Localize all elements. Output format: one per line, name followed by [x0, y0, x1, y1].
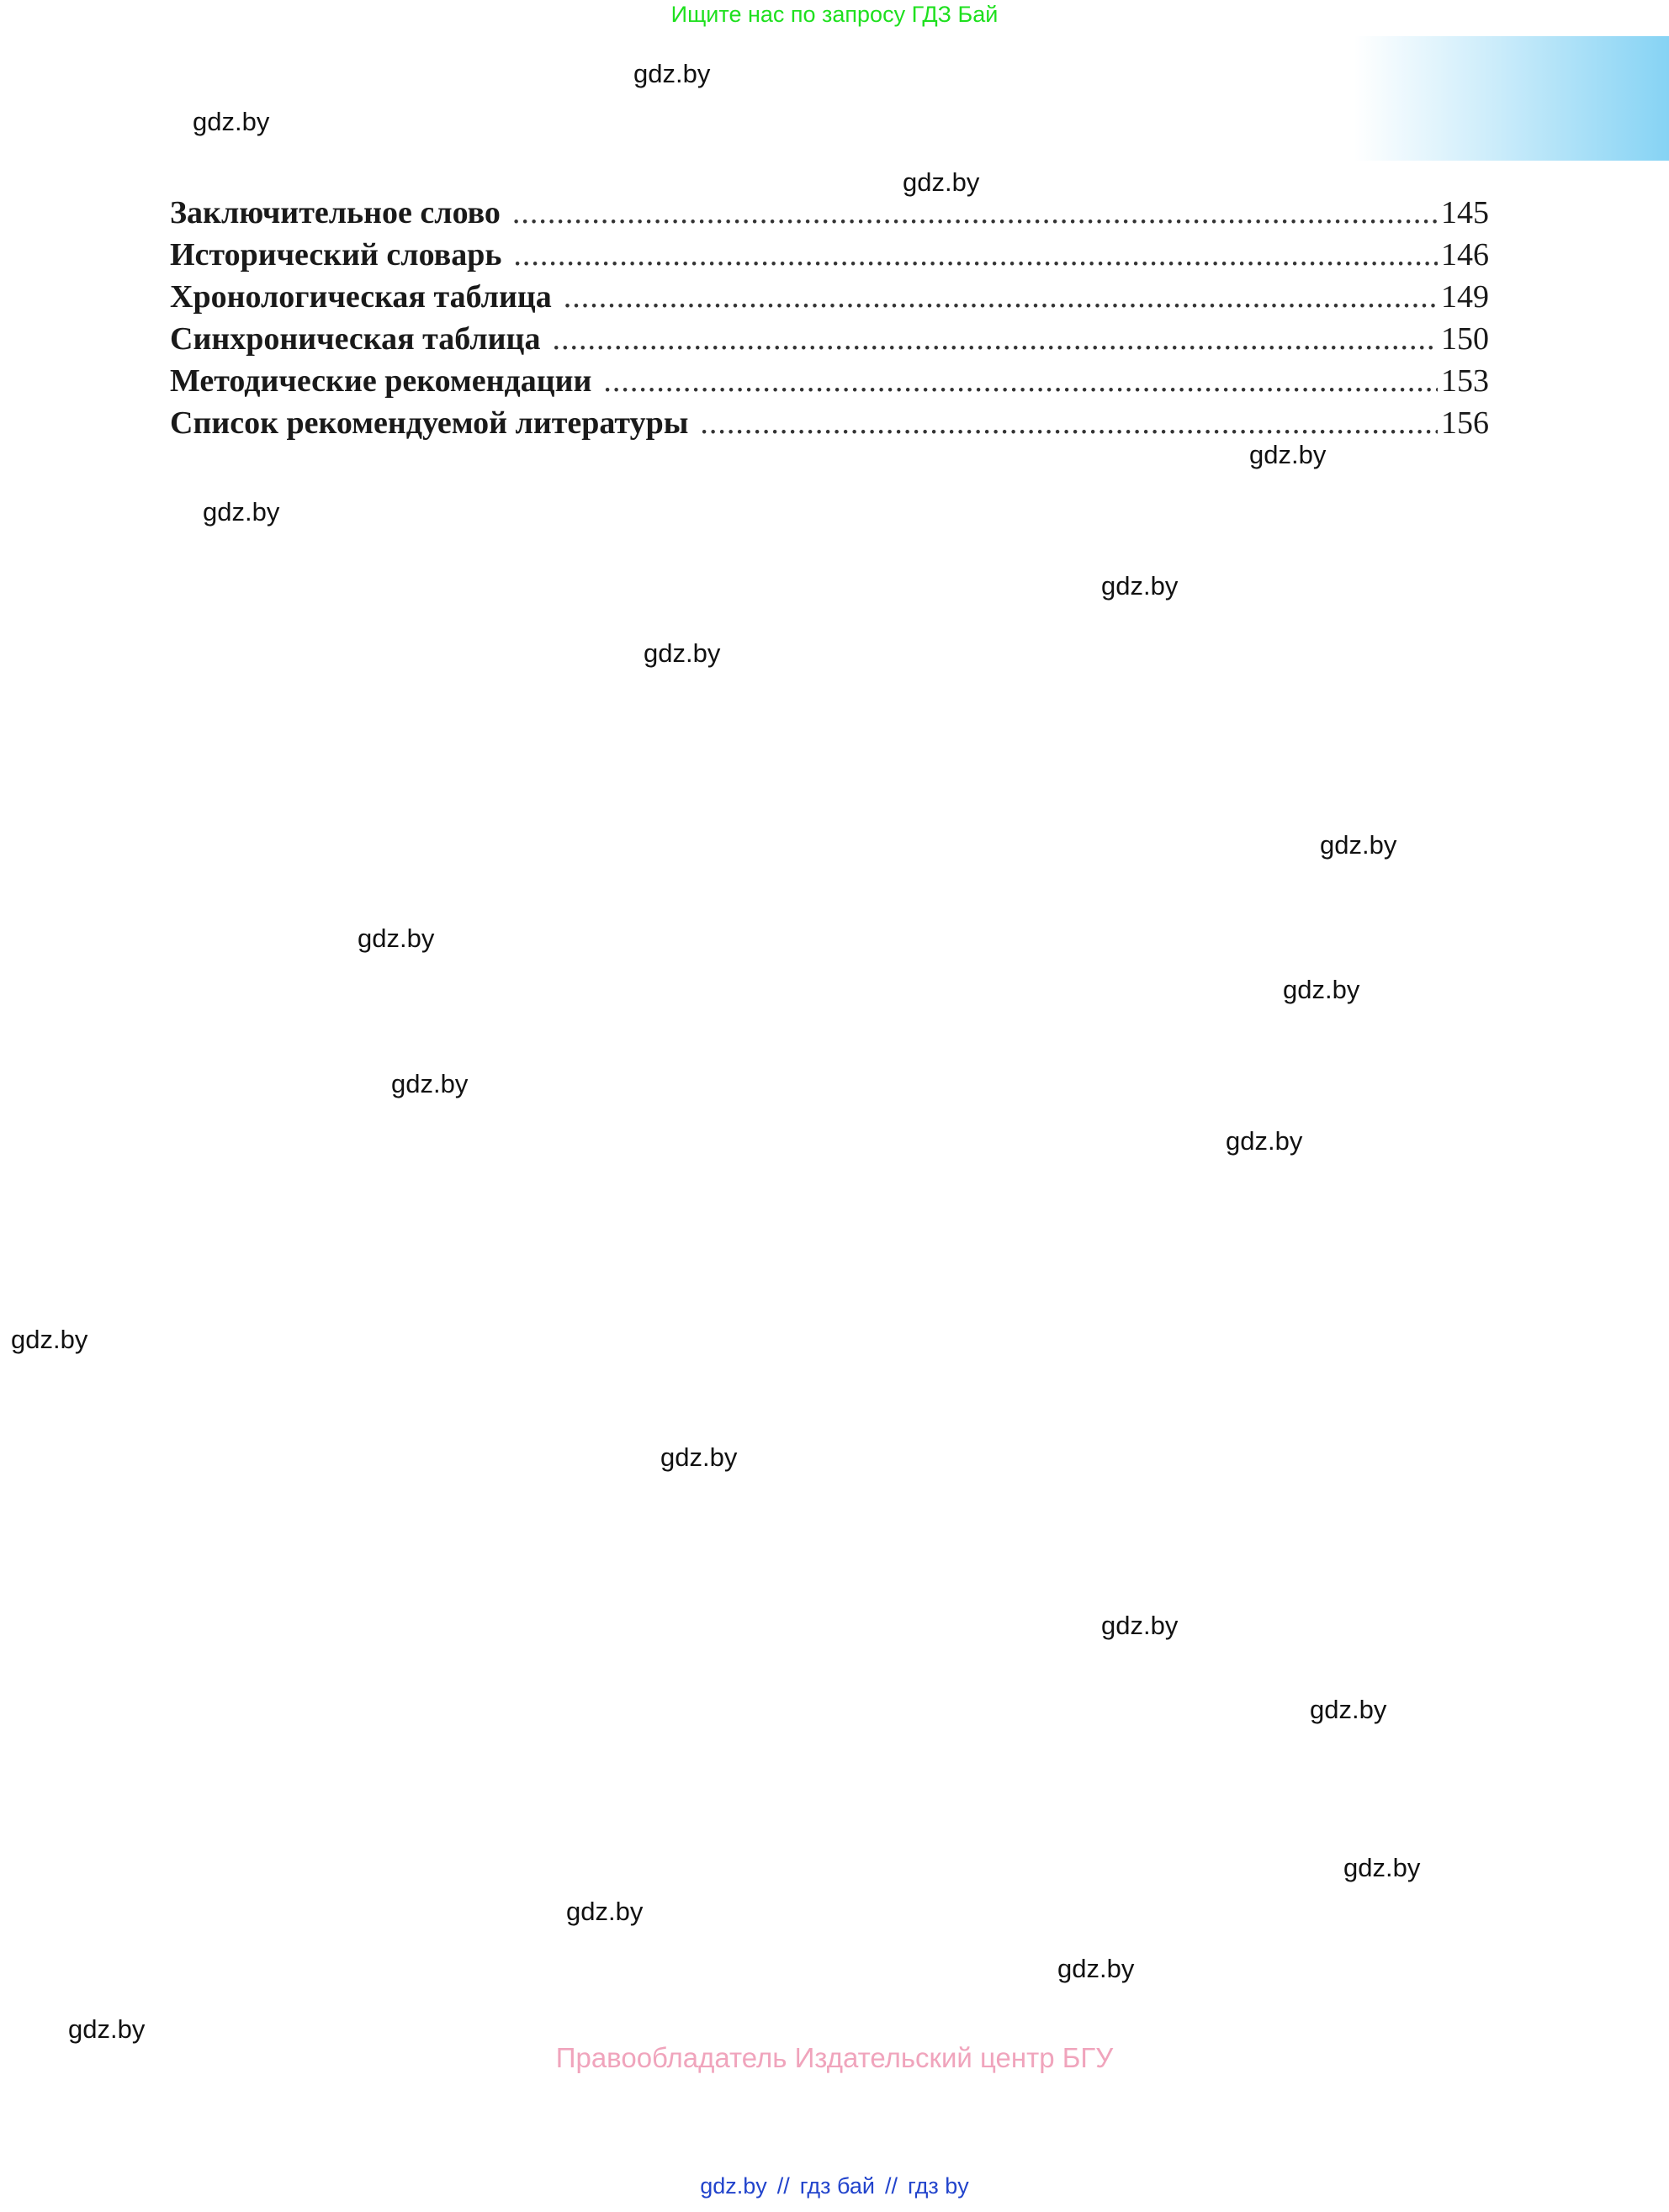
toc-entry[interactable] — [170, 192, 1489, 234]
toc-entry-page: 146 — [1441, 237, 1489, 273]
toc-entry-page: 156 — [1441, 405, 1489, 441]
toc-entry-title: Заключительное слово — [170, 195, 501, 230]
toc-dot-leader — [512, 192, 1438, 234]
footer-link-gdz-by-mixed[interactable]: гдз by — [908, 2173, 969, 2199]
footer-separator: // — [884, 2173, 898, 2199]
watermark-text: gdz.by — [644, 638, 721, 668]
watermark-text: gdz.by — [1320, 830, 1397, 860]
rights-holder-notice: Правообладатель Издательский центр БГУ — [555, 2042, 1114, 2073]
toc-entry-page: 150 — [1441, 321, 1489, 357]
toc-entry-title: Хронологическая таблица — [170, 279, 552, 315]
watermark-text: gdz.by — [1310, 1695, 1387, 1724]
toc-entry-title: Исторический словарь — [170, 237, 502, 273]
toc-dot-leader — [603, 360, 1438, 402]
toc-dot-leader — [564, 276, 1438, 318]
watermark-text: gdz.by — [391, 1069, 469, 1098]
toc-entry-title: Синхроническая таблица — [170, 321, 541, 357]
toc-entry[interactable] — [170, 360, 1489, 402]
toc-dot-leader — [700, 402, 1438, 444]
watermark-text: gdz.by — [1057, 1954, 1135, 1983]
watermark-text: gdz.by — [633, 59, 711, 88]
toc-entry[interactable] — [170, 402, 1489, 444]
watermark-text: gdz.by — [1283, 975, 1360, 1004]
footer-links — [0, 2173, 1669, 2199]
toc-entry-page: 149 — [1441, 279, 1489, 315]
watermark-text: gdz.by — [1249, 440, 1327, 469]
watermark-text: gdz.by — [68, 2014, 146, 2044]
watermark-text: gdz.by — [1101, 571, 1179, 601]
toc-entry-page: 145 — [1441, 195, 1489, 230]
watermark-text: gdz.by — [903, 167, 980, 197]
toc-entry[interactable] — [170, 276, 1489, 318]
search-hint-banner: Ищите нас по запросу ГДЗ Бай — [670, 2, 999, 27]
watermark-text: gdz.by — [566, 1897, 644, 1926]
table-of-contents — [170, 192, 1489, 444]
toc-entry-title: Методические рекомендации — [170, 363, 592, 399]
toc-dot-leader — [513, 234, 1438, 276]
footer-link-gdz-by[interactable]: gdz.by — [700, 2173, 767, 2199]
watermark-text: gdz.by — [11, 1325, 88, 1354]
footer-link-gdz-bai[interactable]: гдз бай — [799, 2173, 875, 2199]
watermark-text: gdz.by — [1101, 1611, 1179, 1640]
toc-entry[interactable] — [170, 234, 1489, 276]
watermark-text: gdz.by — [1226, 1126, 1303, 1156]
toc-dot-leader — [552, 318, 1438, 360]
toc-entry[interactable] — [170, 318, 1489, 360]
toc-entry-page: 153 — [1441, 363, 1489, 399]
toc-entry-title: Список рекомендуемой литературы — [170, 405, 689, 441]
footer-separator: // — [776, 2173, 790, 2199]
watermark-text: gdz.by — [358, 923, 435, 953]
watermark-text: gdz.by — [1343, 1853, 1421, 1882]
watermark-text: gdz.by — [660, 1442, 738, 1472]
watermark-text: gdz.by — [193, 107, 270, 136]
corner-gradient-decoration — [1354, 36, 1669, 161]
watermark-text: gdz.by — [203, 497, 280, 527]
